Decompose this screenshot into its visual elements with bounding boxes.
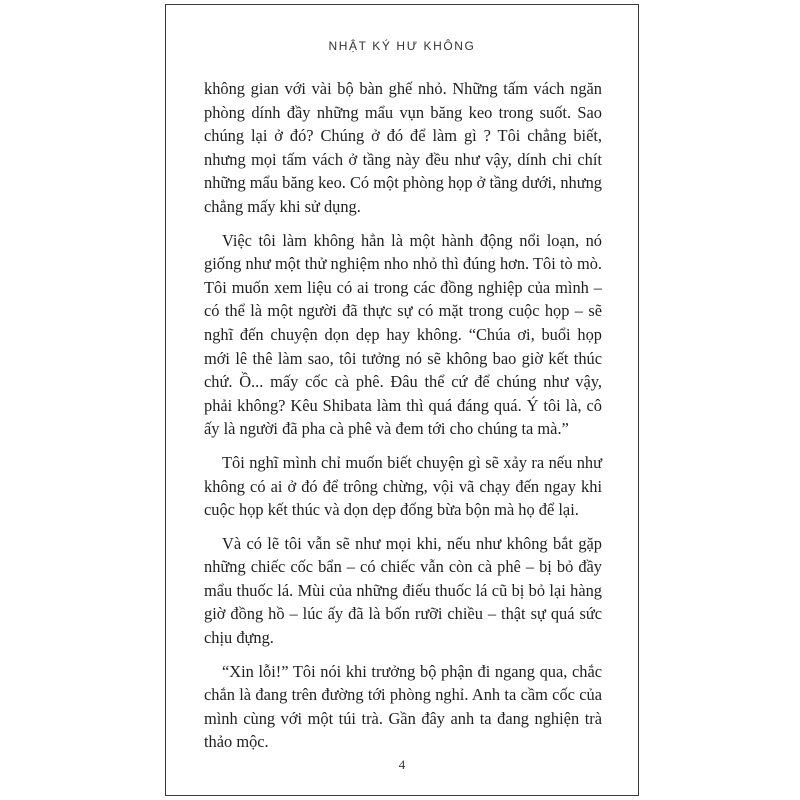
paragraph: Tôi nghĩ mình chỉ muốn biết chuyện gì sẽ xảy ra nếu như không có ai ở đó để trông chừng, vội vã chạy đến ngay khi cuộc họp kết thúc và dọn dẹp đống bừa bộn mà họ để lại. [204,452,602,520]
running-header: NHẬT KÝ HƯ KHÔNG [328,39,476,53]
paragraph: Và có lẽ tôi vẫn sẽ như mọi khi, nếu như không bắt gặp những chiếc cốc bẩn – có chiếc vẫn còn cà phê – bị bỏ đầy mẩu thuốc lá. Mùi của những điếu thuốc lá cũ bị bỏ lại hàng giờ đồng hồ – lúc ấy đã là bốn rưỡi chiều – thật sự quá sức chịu đựng. [204,533,602,648]
paragraph: “Xin lỗi!” Tôi nói khi trưởng bộ phận đi ngang qua, chắc chắn là đang trên đường tới phòng nghỉ. Anh ta cầm cốc của mình cùng với một túi trà. Gần đây anh ta đang nghiện trà thảo mộc. [204,661,602,752]
paragraph: không gian với vài bộ bàn ghế nhỏ. Những tấm vách ngăn phòng dính đầy những mẩu vụn băng keo trong suốt. Sao chúng lại ở đó? Chúng ở đó để làm gì ? Tôi chẳng biết, nhưng mọi tấm vách ở tầng này đều như vậy, dính chi chít những mẩu băng keo. Có một phòng họp ở tầng dưới, nhưng chẳng mấy khi sử dụng. [204,79,602,216]
page-number: 4 [398,757,406,772]
paragraph: Việc tôi làm không hẳn là một hành động nổi loạn, nó giống như một thử nghiệm nho nhỏ thì đúng hơn. Tôi tò mò. Tôi muốn xem liệu có ai trong các đồng nghiệp của mình – có thể là một người đã thực sự có mặt trong cuộc họp – sẽ nghĩ đến chuyện dọn dẹp hay không. “Chúa ơi, buổi họp mới lê thê làm sao, tôi tưởng nó sẽ không bao giờ kết thúc chứ. Ồ... mấy cốc cà phê. Đâu thể cứ để chúng như vậy, phải không? Kêu Shibata làm thì quá đáng quá. Ý tôi là, cô ấy là người đã pha cà phê và đem tới cho chúng ta mà.” [204,230,602,439]
page-body [204,77,602,764]
book-page [165,4,639,796]
